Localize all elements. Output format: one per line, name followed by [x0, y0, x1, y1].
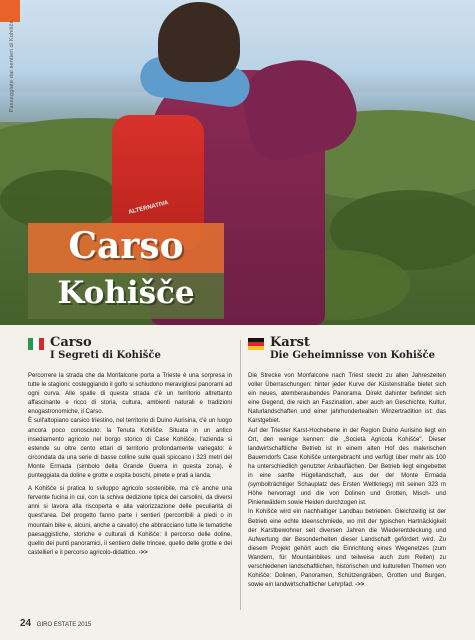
paragraph-text: A Kohišče si pratica lo sviluppo agricolo sostenibile, ma c'è anche una fervente fucina in cui, con la schiva dedizione tipica dei carsolini, da diversi anni si lavora alla riscoperta e alla valorizzazione delle peculiarità di quest'area. Del progetto fanno parte i sentieri (percorribili a piedi o in mountain bike e, alcuni, anche a cavallo) che abbracciano tutte le tematiche paesaggistiche, storiche e culturali di Kohišče: il percorso delle doline, quello dei punti panoramici, il sentiero delle trincee, quello delle grotte e dei castellieri e il percorso agricolo-didattico.	[28, 486, 232, 556]
paragraph-text: In Kohišče wird ein nachhaltiger Landbau betrieben. Gleichzeitig ist der Betrieb eine echte Ideenschmiede, wo mit der typischen Hartnäckigkeit der Karstbewohner seit diversen Jahren die Wiederentdeckung und Aufwertung der Besonderheiten dieser Landschaft gefördert wird. Zu diesem Projekt gehört auch die Einrichtung eines Wegenetzes (zum Wandern, für Mountainbikes und teilweise auch zum Reiten) zu verschiedenen landschaftlichen, historischen und kulturellen Themen von Kohišče: Dolinen, Panoramen, Schützengräben, Grotten und Burgen, sowie ein landwirtschaftlicher Lehrpfad.	[248, 509, 446, 589]
paragraph	[248, 508, 446, 590]
paragraph: Die Strecke von Monfalcone nach Triest steckt zu allen Jahreszeiten voller Überraschungen: hinter jeder Kurve der Küstenstraße bietet sich ein neues, atemberaubendes Panorama. Direkt dahinter befindet sich eine Gegend, die reich an Faszination, aber auch an Geschichte, Kultur, Naturlandschaften und einer jahrhundertealten Winzertradition ist: das Karstgebiet.	[248, 373, 446, 425]
german-heading: Karst	[270, 335, 310, 350]
page-footer	[20, 618, 91, 629]
paragraph: È sull'altopiano carsico triestino, nel territorio di Duino Aurisina, c'è un luogo ancora poco conosciuto: la Tenuta Kohišče. Situata in un antico insediamento agricolo nel borgo storico di Case Kohišče, l'azienda si estende su oltre cento ettari di territorio profondamente variegato: è circondata da una serie di basse colline sulle quali spiccano i 323 metri del Monte Ermada (simbolo della Grande Guerra in questa zona), è punteggiata da doline e grotte e ospita boschi, pinete e prati a landa.	[28, 418, 232, 480]
backpack-label: ALTERNATIVA	[127, 200, 170, 216]
italian-heading: Carso	[50, 335, 92, 350]
title-line-2: Kohišče	[57, 275, 195, 311]
continue-arrow: ->>	[138, 549, 148, 556]
magazine-name: GIRO ESTATE 2015	[36, 622, 92, 628]
corner-tab	[0, 0, 20, 22]
flag-italy-icon	[28, 338, 44, 350]
hiker-hair	[158, 2, 240, 82]
italian-column	[28, 336, 232, 558]
german-subheading: Die Geheimnisse von Kohišče	[270, 350, 435, 361]
bush	[0, 170, 120, 230]
page-number: 24	[20, 618, 32, 629]
italian-body	[28, 372, 232, 558]
column-divider	[240, 340, 241, 610]
paragraph: Percorrere la strada che da Monfalcone porta a Trieste è una sorpresa in tutte le stagioni: costeggiando il golfo si schiudono meravigliosi panorami ad ogni curva. Alle spalle di questa strada c'è un territorio altrettanto affascinante e ricco di storia, cultura, ambienti naturali e tradizioni enogastronomiche, il Carso.	[28, 373, 232, 416]
title-box-bottom	[28, 273, 224, 319]
continue-arrow: ->>	[355, 582, 365, 589]
title-box-top	[28, 223, 224, 273]
paragraph: Auf der Triester Karst-Hochebene in der Region Duino Aurisino liegt ein Ort, den wenige kennen: die „Società Agricola Kohišče". Dieser landwirtschaftliche Betrieb ist in einem alten Hof des malerischen Bauerndorfs Case Kohišče untergebracht und verfügt über mehr als 100 ha unterschiedlich genutzter Anbauflächen. Der Betrieb liegt eingebettet in eine sanfte Hügellandschaft, aus der der Monte Ermada (symbolträchtiger Schauplatz des Ersten Weltkriegs) mit seinen 323 m Höhe hervorragt und die von Dolinen und Grotten, Misch- und Pinienwäldern sowie Heiden durchzogen ist.	[248, 427, 446, 507]
german-column	[248, 336, 446, 590]
paragraph	[28, 485, 232, 558]
title-line-1: Carso	[68, 225, 184, 267]
side-caption: Passeggiate dai sentieri di Kohišče	[9, 20, 15, 113]
italian-subheading: I Segreti di Kohišče	[50, 350, 161, 361]
flag-germany-icon	[248, 338, 264, 350]
german-body	[248, 372, 446, 590]
